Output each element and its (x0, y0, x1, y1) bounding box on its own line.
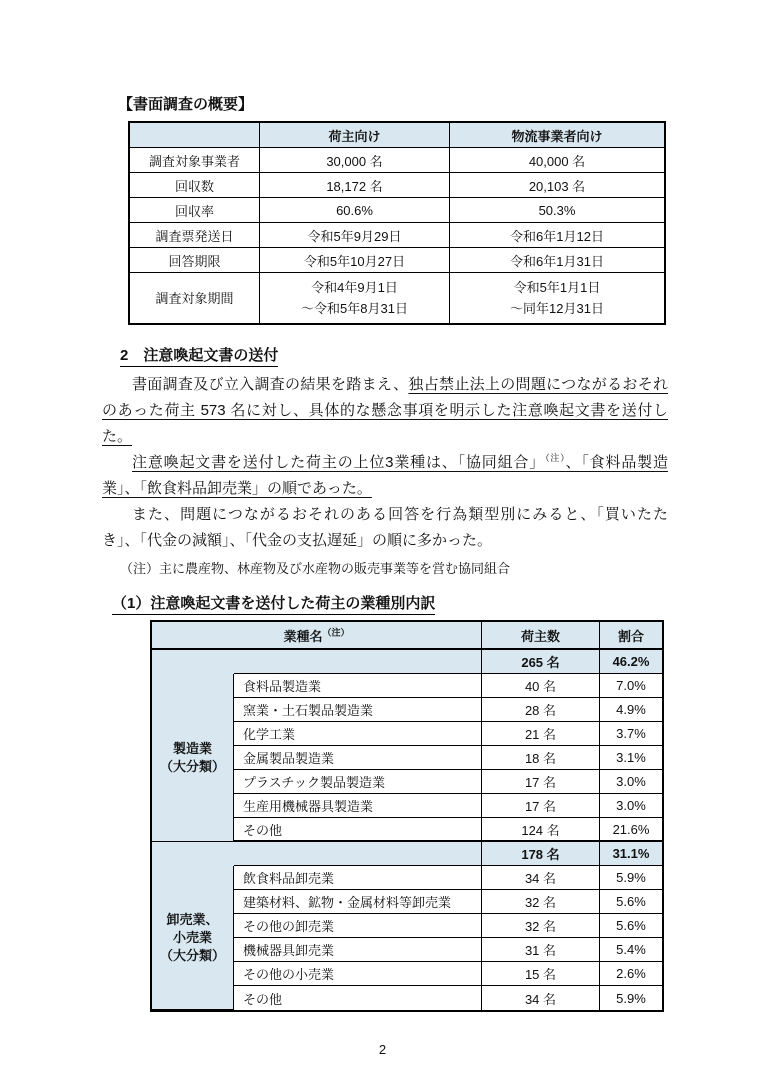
logistics-value: 令和6年1月31日 (450, 248, 664, 273)
industry-name: 食料品製造業 (234, 674, 482, 698)
logistics-value: 50.3% (450, 198, 664, 223)
group-label-line: （大分類） (159, 758, 225, 774)
industry-count: 17 名 (482, 794, 600, 818)
row-label: 回収数 (130, 173, 260, 198)
group-label-line: 卸売業、 (166, 911, 219, 927)
industry-count: 34 名 (482, 986, 600, 1010)
industry-share: 3.0% (600, 794, 662, 818)
section2-heading-text: 2 注意喚起文書の送付 (120, 347, 278, 367)
table-row (130, 173, 664, 198)
industry-name: その他の小売業 (234, 962, 482, 986)
group-total-spacer (152, 650, 234, 674)
industry-count: 28 名 (482, 698, 600, 722)
shipper-value: 30,000 名 (260, 148, 450, 173)
group-total-spacer (152, 842, 234, 866)
industry-share: 2.6% (600, 962, 662, 986)
table-header-row (130, 123, 664, 148)
table-row (130, 273, 664, 323)
industry-share: 5.6% (600, 914, 662, 938)
industry-name: その他 (234, 986, 482, 1010)
industry-share: 5.9% (600, 866, 662, 890)
industry-share: 3.0% (600, 770, 662, 794)
industry-count: 34 名 (482, 866, 600, 890)
group-label-line: 小売業 (172, 929, 212, 945)
group-total-share: 31.1% (600, 842, 662, 866)
industry-name: 建築材料、鉱物・金属材料等卸売業 (234, 890, 482, 914)
section2-paragraph-1 (102, 372, 668, 450)
paragraph-text: 注意喚起文書を送付した荷主の上位3業種は、「協同組合」 (132, 454, 546, 471)
table-row (152, 866, 662, 890)
logistics-value (450, 273, 664, 323)
table-row (152, 674, 662, 698)
section2-heading (120, 344, 668, 365)
group-total-row (152, 842, 662, 866)
column-header-blank (130, 123, 260, 148)
footnote-reference: （注） (545, 453, 566, 463)
survey-overview-table (128, 121, 666, 325)
group-label-manufacturing (152, 674, 234, 842)
breakdown-heading-text: （1）注意喚起文書を送付した荷主の業種別内訳 (112, 595, 435, 615)
shipper-value: 18,172 名 (260, 173, 450, 198)
shipper-value: 令和5年10月27日 (260, 248, 450, 273)
breakdown-heading (112, 592, 668, 613)
group-total-spacer (234, 842, 482, 866)
column-header-share: 割合 (600, 622, 662, 650)
row-label: 調査票発送日 (130, 223, 260, 248)
industry-count: 32 名 (482, 890, 600, 914)
industry-share: 7.0% (600, 674, 662, 698)
table-row (130, 198, 664, 223)
industry-count: 17 名 (482, 770, 600, 794)
period-line: 令和4年9月1日 (311, 280, 398, 295)
industry-name: 窯業・土石製品製造業 (234, 698, 482, 722)
industry-share: 21.6% (600, 818, 662, 842)
shipper-value: 60.6% (260, 198, 450, 223)
industry-name: 化学工業 (234, 722, 482, 746)
industry-share: 5.4% (600, 938, 662, 962)
industry-name: その他 (234, 818, 482, 842)
survey-overview-title: 【書面調査の概要】 (118, 96, 254, 113)
logistics-value: 令和6年1月12日 (450, 223, 664, 248)
period-line: ～令和5年8月31日 (301, 301, 408, 316)
group-label-line: 製造業 (172, 740, 212, 756)
paragraph-text: 、「食料品製造業」、「飲食料品卸売業」の順であった。 (102, 454, 668, 497)
table-row (130, 223, 664, 248)
group-label-wholesale-retail (152, 866, 234, 1010)
industry-share: 3.1% (600, 746, 662, 770)
industry-count: 40 名 (482, 674, 600, 698)
period-line: 令和5年1月1日 (513, 280, 601, 295)
group-total-count: 178 名 (482, 842, 600, 866)
row-label: 調査対象事業者 (130, 148, 260, 173)
industry-name: 金属製品製造業 (234, 746, 482, 770)
page-number: 2 (378, 1042, 387, 1057)
row-label: 回答期限 (130, 248, 260, 273)
industry-name: 飲食料品卸売業 (234, 866, 482, 890)
section2-paragraph-2 (102, 450, 668, 502)
paragraph-text: 書面調査及び立入調査の結果を踏まえ、 (132, 376, 409, 393)
industry-count: 18 名 (482, 746, 600, 770)
industry-share: 3.7% (600, 722, 662, 746)
logistics-value: 20,103 名 (450, 173, 664, 198)
group-total-count: 265 名 (482, 650, 600, 674)
shipper-value (260, 273, 450, 323)
row-label: 回収率 (130, 198, 260, 223)
table-row (130, 148, 664, 173)
row-label: 調査対象期間 (130, 273, 260, 323)
underlined-text: 独占禁止法上の問題につながるおそれのあった荷主 573 名に対し、具体的な懸念事項を明示した注意喚起文書を送付した。 (102, 376, 668, 445)
period-line: ～同年12月31日 (510, 301, 604, 316)
industry-share: 5.6% (600, 890, 662, 914)
industry-count: 21 名 (482, 722, 600, 746)
industry-share: 4.9% (600, 698, 662, 722)
industry-count: 32 名 (482, 914, 600, 938)
footnote: （注）主に農産物、林産物及び水産物の販売事業等を営む協同組合 (120, 561, 511, 576)
shipper-value: 令和5年9月29日 (260, 223, 450, 248)
table-header-row (152, 622, 662, 650)
industry-name: 機械器具卸売業 (234, 938, 482, 962)
column-header-logistics: 物流事業者向け (450, 123, 664, 148)
industry-header-label: 業種名 (283, 628, 323, 644)
industry-name: 生産用機械器具製造業 (234, 794, 482, 818)
group-label-line: （大分類） (159, 947, 225, 963)
column-header-industry (152, 622, 482, 650)
logistics-value: 40,000 名 (450, 148, 664, 173)
group-total-spacer (234, 650, 482, 674)
underlined-text (102, 454, 668, 497)
group-total-row (152, 650, 662, 674)
industry-count: 31 名 (482, 938, 600, 962)
industry-share: 5.9% (616, 990, 646, 1006)
column-header-count: 荷主数 (482, 622, 600, 650)
industry-count: 124 名 (482, 818, 600, 842)
footnote-reference: （注） (322, 627, 350, 638)
group-total-share: 46.2% (600, 650, 662, 674)
table-row (130, 248, 664, 273)
section2-paragraph-3: また、問題につながるおそれのある回答を行為類型別にみると、「買いたたき」、「代金の減額」、「代金の支払遅延」の順に多かった。 (102, 506, 668, 549)
industry-breakdown-table (150, 620, 664, 1012)
industry-name: プラスチック製品製造業 (234, 770, 482, 794)
industry-name: その他の卸売業 (234, 914, 482, 938)
column-header-shipper: 荷主向け (260, 123, 450, 148)
industry-count: 15 名 (482, 962, 600, 986)
